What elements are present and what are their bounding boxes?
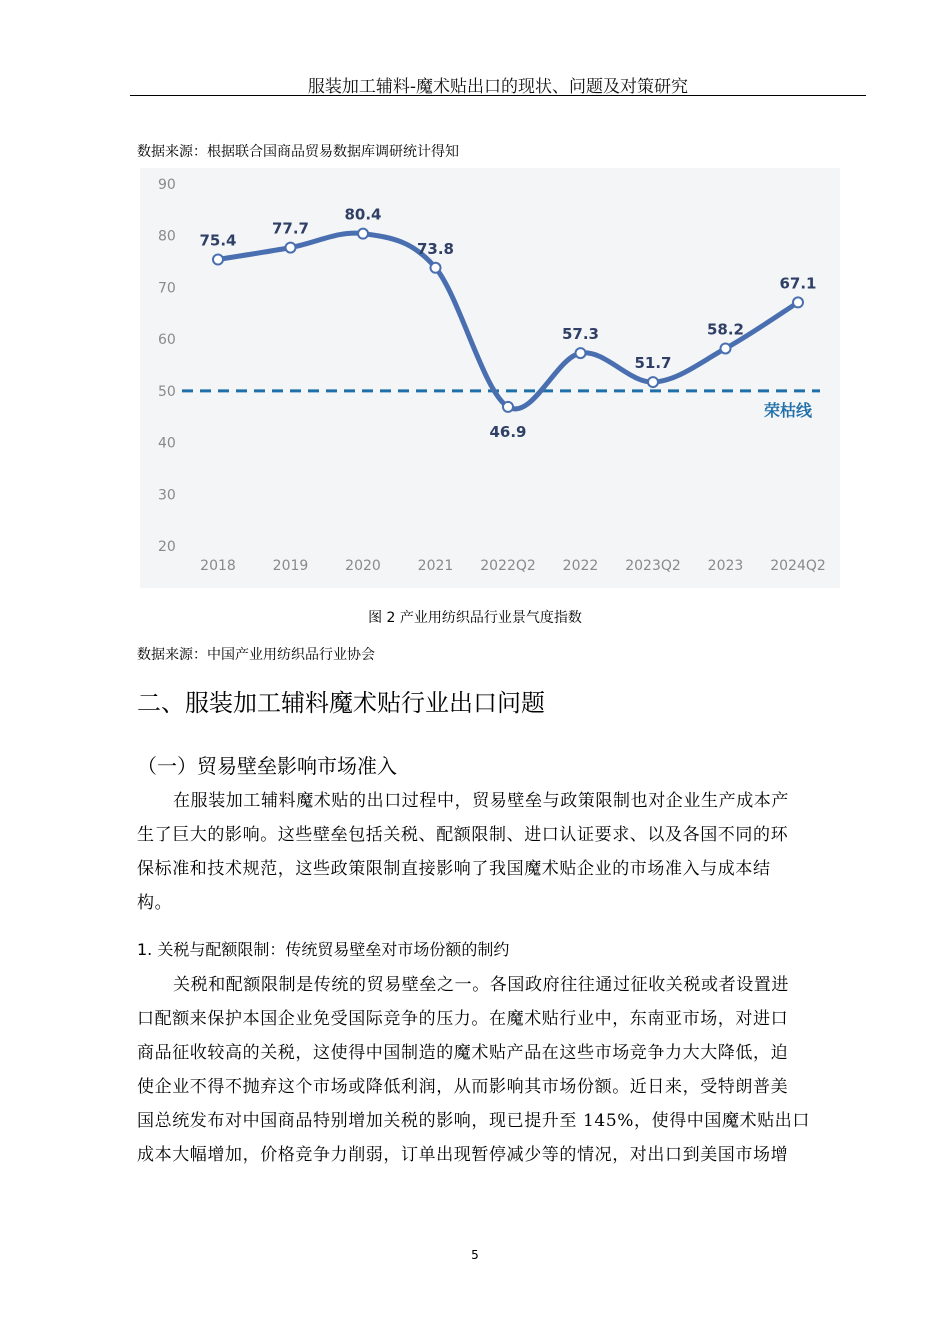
- data-label: 46.9: [489, 422, 527, 441]
- prosperity-index-chart: [140, 168, 840, 588]
- y-tick-label: 50: [158, 383, 176, 400]
- paragraph-trade-barriers: [137, 784, 859, 920]
- y-tick-label: 80: [158, 228, 176, 245]
- paragraph-line: 在服装加工辅料魔术贴的出口过程中，贸易壁垒与政策限制也对企业生产成本产: [173, 791, 789, 811]
- page-number: 5: [471, 1248, 479, 1262]
- data-source-top: 数据来源：根据联合国商品贸易数据库调研统计得知: [137, 144, 459, 160]
- header-rule: [130, 95, 866, 96]
- y-tick-label: 40: [158, 435, 176, 452]
- paragraph-line: 使企业不得不抛弃这个市场或降低利润，从而影响其市场份额。近日来，受特朗普美: [137, 1077, 789, 1097]
- data-label: 77.7: [271, 219, 310, 238]
- data-label: 75.4: [199, 231, 237, 250]
- data-label: 67.1: [779, 274, 817, 293]
- data-label: 58.2: [706, 320, 745, 339]
- x-tick-label: 2021: [417, 558, 454, 574]
- y-tick-label: 70: [158, 280, 176, 297]
- reference-line-label: 荣枯线: [763, 400, 813, 420]
- data-point: [721, 343, 731, 353]
- y-tick-label: 30: [158, 487, 176, 504]
- paragraph-line: 成本大幅增加，价格竞争力削弱，订单出现暂停减少等的情况，对出口到美国市场增: [137, 1145, 789, 1165]
- paragraph-line: 关税和配额限制是传统的贸易壁垒之一。各国政府往往通过征收关税或者设置进: [173, 975, 789, 995]
- y-tick-label: 60: [158, 332, 176, 349]
- paragraph-tariffs: [137, 968, 859, 1172]
- x-tick-label: 2022Q2: [480, 558, 536, 574]
- data-label: 51.7: [634, 354, 672, 373]
- data-point: [503, 402, 513, 412]
- data-point: [576, 348, 586, 358]
- paragraph-line: 生了巨大的影响。这些壁垒包括关税、配额限制、进口认证要求、以及各国不同的环: [137, 825, 789, 845]
- y-tick-label: 90: [158, 177, 176, 193]
- x-tick-label: 2023: [707, 558, 744, 574]
- x-tick-label: 2020: [345, 558, 381, 574]
- data-source-bottom: 数据来源：中国产业用纺织品行业协会: [137, 647, 375, 663]
- paragraph-line: 国总统发布对中国商品特别增加关税的影响，现已提升至 145%，使得中国魔术贴出口: [137, 1111, 811, 1131]
- section-heading: 二、服装加工辅料魔术贴行业出口问题: [137, 689, 545, 717]
- data-label: 80.4: [344, 205, 382, 224]
- figure-caption: 图 2 产业用纺织品行业景气度指数: [368, 610, 582, 626]
- data-point: [358, 229, 368, 239]
- x-tick-label: 2022: [562, 558, 599, 574]
- data-label: 57.3: [561, 325, 600, 344]
- paragraph-line: 构。: [137, 893, 173, 913]
- x-tick-label: 2024Q2: [770, 558, 826, 574]
- paragraph-line: 保标准和技术规范，这些政策限制直接影响了我国魔术贴企业的市场准入与成本结: [137, 859, 771, 879]
- data-point: [286, 243, 296, 253]
- x-tick-label: 2023Q2: [625, 558, 681, 574]
- subsection-heading: （一）贸易壁垒影响市场准入: [137, 754, 397, 778]
- data-point: [431, 263, 441, 273]
- y-tick-label: 20: [158, 539, 176, 555]
- data-point: [793, 297, 803, 307]
- running-header: 服装加工辅料-魔术贴出口的现状、问题及对策研究: [307, 77, 689, 97]
- x-tick-label: 2019: [272, 558, 309, 574]
- data-label: 73.8: [416, 239, 455, 258]
- x-tick-label: 2018: [200, 558, 236, 574]
- data-point: [213, 255, 223, 265]
- data-point: [648, 377, 658, 387]
- paragraph-line: 商品征收较高的关税，这使得中国制造的魔术贴产品在这些市场竞争力大大降低，迫: [137, 1043, 789, 1063]
- item-heading: 1. 关税与配额限制：传统贸易壁垒对市场份额的制约: [137, 940, 510, 959]
- chart-container: [140, 168, 840, 588]
- paragraph-line: 口配额来保护本国企业免受国际竞争的压力。在魔术贴行业中，东南亚市场，对进口: [137, 1009, 789, 1029]
